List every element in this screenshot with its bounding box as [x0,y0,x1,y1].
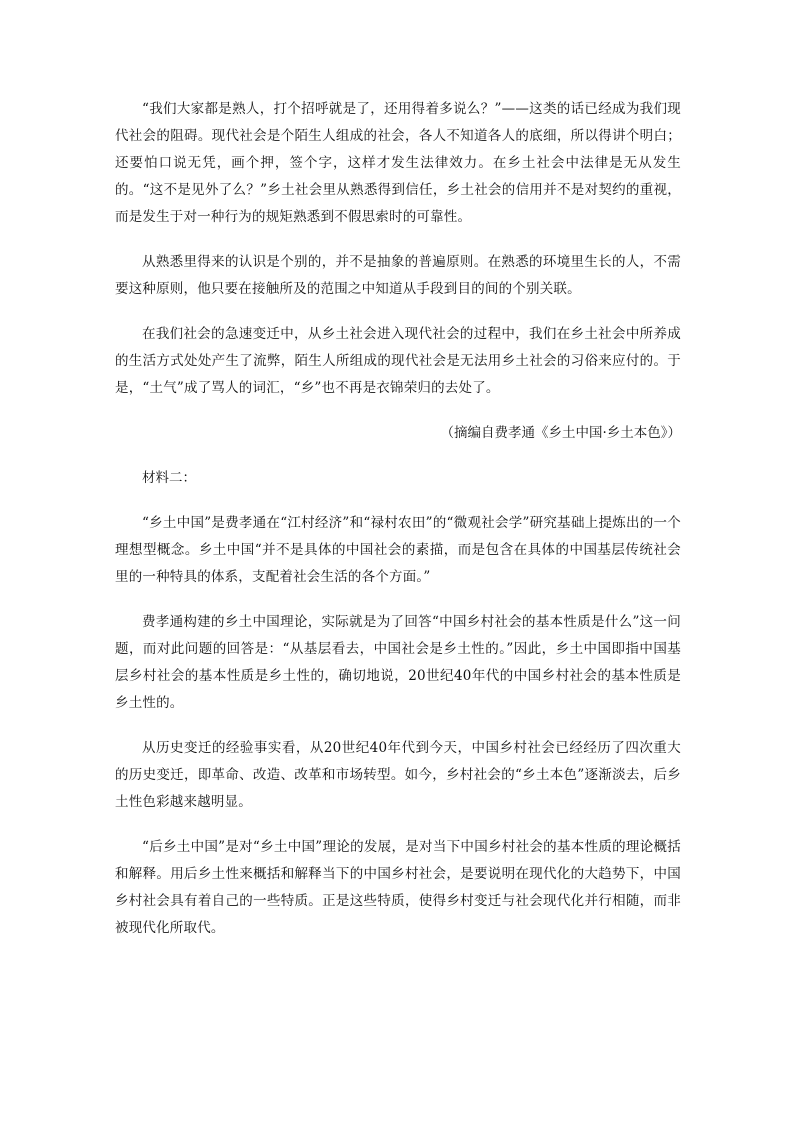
paragraph-social-change: 在我们社会的急速变迁中，从乡土社会进入现代社会的过程中，我们在乡土社会中所养成的生活方式处处产生了流弊，陌生人所组成的现代社会是无法用乡土社会的习俗来应付的。于是，“土气”成了骂人的词汇，“乡”也不再是衣锦荣归的去处了。 [115,326,681,396]
section-heading-material-two: 材料二： [142,470,196,486]
source-citation: （摘编自费孝通《乡土中国·乡土本色》） [440,425,681,441]
document-page [115,96,681,960]
paragraph-rural-china-concept: “乡土中国”是费孝通在“江村经济”和“禄村农田”的“微观社会学”研究基础上提炼出的一个理想型概念。乡土中国“并不是具体的中国社会的素描，而是包含在具体的中国基层传统社会里的一种特具的体系，支配着社会生活的各个方面。” [115,515,681,585]
paragraph-familiarity: “我们大家都是熟人，打个招呼就是了，还用得着多说么？”——这类的话已经成为我们现代社会的阻碍。现代社会是个陌生人组成的社会，各人不知道各人的底细，所以得讲个明白；还要怕口说无凭，画个押，签个字，这样才发生法律效力。在乡土社会中法律是无从发生的。“这不是见外了么？”乡土社会里从熟悉得到信任，乡土社会的信用并不是对契约的重视，而是发生于对一种行为的规矩熟悉到不假思索时的可靠性。 [115,101,681,225]
paragraph-theory-question: 费孝通构建的乡土中国理论，实际就是为了回答“中国乡村社会的基本性质是什么”这一问题，而对此问题的回答是：“从基层看去，中国社会是乡土性的。”因此，乡土中国即指中国基层乡村社会的基本性质是乡土性的，确切地说，20世纪40年代的中国乡村社会的基本性质是乡土性的。 [115,614,681,711]
paragraph-post-rural-china: “后乡土中国”是对“乡土中国”理论的发展，是对当下中国乡村社会的基本性质的理论概括和解释。用后乡土性来概括和解释当下的中国乡村社会，是要说明在现代化的大趋势下，中国乡村社会具有着自己的一些特质。正是这些特质，使得乡村变迁与社会现代化并行相随，而非被现代化所取代。 [115,839,681,936]
paragraph-historical-change: 从历史变迁的经验事实看，从20世纪40年代到今天，中国乡村社会已经经历了四次重大的历史变迁，即革命、改造、改革和市场转型。如今，乡村社会的“乡土本色”逐渐淡去，后乡土性色彩越来越明显。 [115,740,681,810]
paragraph-individual-knowledge: 从熟悉里得来的认识是个别的，并不是抽象的普遍原则。在熟悉的环境里生长的人，不需要这种原则，他只要在接触所及的范围之中知道从手段到目的间的个别关联。 [115,254,681,297]
